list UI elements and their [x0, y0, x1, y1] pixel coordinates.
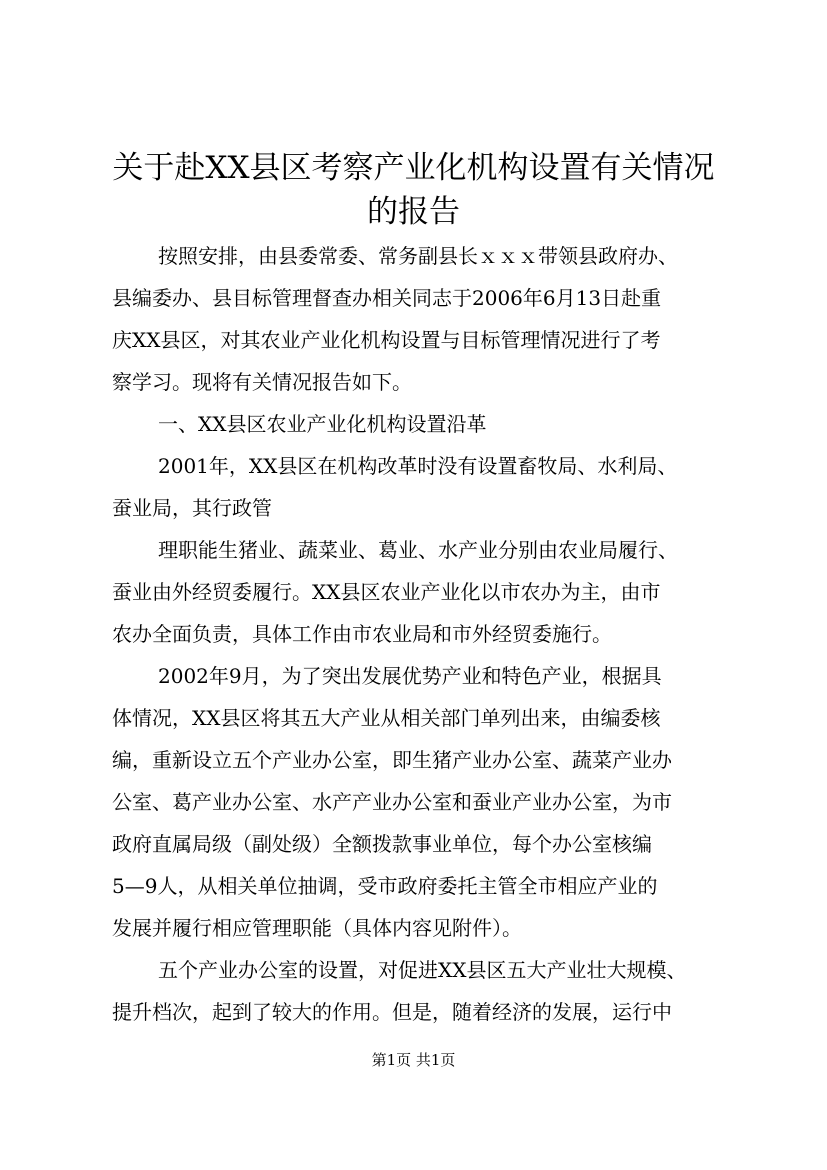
paragraph-line-8: 蚕业由外经贸委履行。XX县区农业产业化以市农办为主，由市 — [112, 580, 661, 604]
paragraph-line-13: 公室、葛产业办公室、水产产业办公室和蚕业产业办公室，为市 — [112, 790, 672, 814]
paragraph-line-12: 编，重新设立五个产业办公室，即生猪产业办公室、蔬菜产业办 — [112, 748, 672, 772]
paragraph-line-17: 五个产业办公室的设置，对促进XX县区五大产业壮大规模、 — [158, 958, 687, 982]
paragraph-line-3: 庆XX县区，对其农业产业化机构设置与目标管理情况进行了考 — [112, 328, 661, 352]
paragraph-line-7: 理职能生猪业、蔬菜业、葛业、水产业分别由农业局履行、 — [158, 538, 678, 562]
paragraph-line-16: 发展并履行相应管理职能（具体内容见附件）。 — [112, 916, 522, 940]
paragraph-line-5: 2001年，XX县区在机构改革时没有设置畜牧局、水利局、 — [158, 454, 678, 478]
paragraph-line-1: 按照安排，由县委常委、常务副县长ｘｘｘ带领县政府办、 — [158, 244, 678, 268]
page-footer: 第1页 共1页 — [371, 1051, 456, 1069]
paragraph-line-10: 2002年9月，为了突出发展优势产业和特色产业，根据具 — [158, 664, 662, 688]
paragraph-line-14: 政府直属局级（副处级）全额拨款事业单位，每个办公室核编 — [112, 832, 652, 856]
section-heading: 一、XX县区农业产业化机构设置沿革 — [158, 412, 487, 436]
paragraph-line-15: 5—9人，从相关单位抽调，受市政府委托主管全市相应产业的 — [112, 874, 658, 898]
paragraph-line-18: 提升档次，起到了较大的作用。但是，随着经济的发展，运行中 — [112, 1000, 672, 1024]
paragraph-line-4: 察学习。现将有关情况报告如下。 — [112, 370, 412, 394]
paragraph-line-2: 县编委办、县目标管理督查办相关同志于2006年6月13日赴重 — [112, 286, 662, 310]
paragraph-line-9: 农办全面负责，具体工作由市农业局和市外经贸委施行。 — [112, 622, 612, 646]
paragraph-line-6: 蚕业局，其行政管 — [112, 496, 272, 520]
document-title-line-1: 关于赴XX县区考察产业化机构设置有关情况 — [112, 150, 715, 186]
paragraph-line-11: 体情况，XX县区将其五大产业从相关部门单列出来，由编委核 — [112, 706, 661, 730]
document-title-line-2: 的报告 — [367, 194, 460, 230]
